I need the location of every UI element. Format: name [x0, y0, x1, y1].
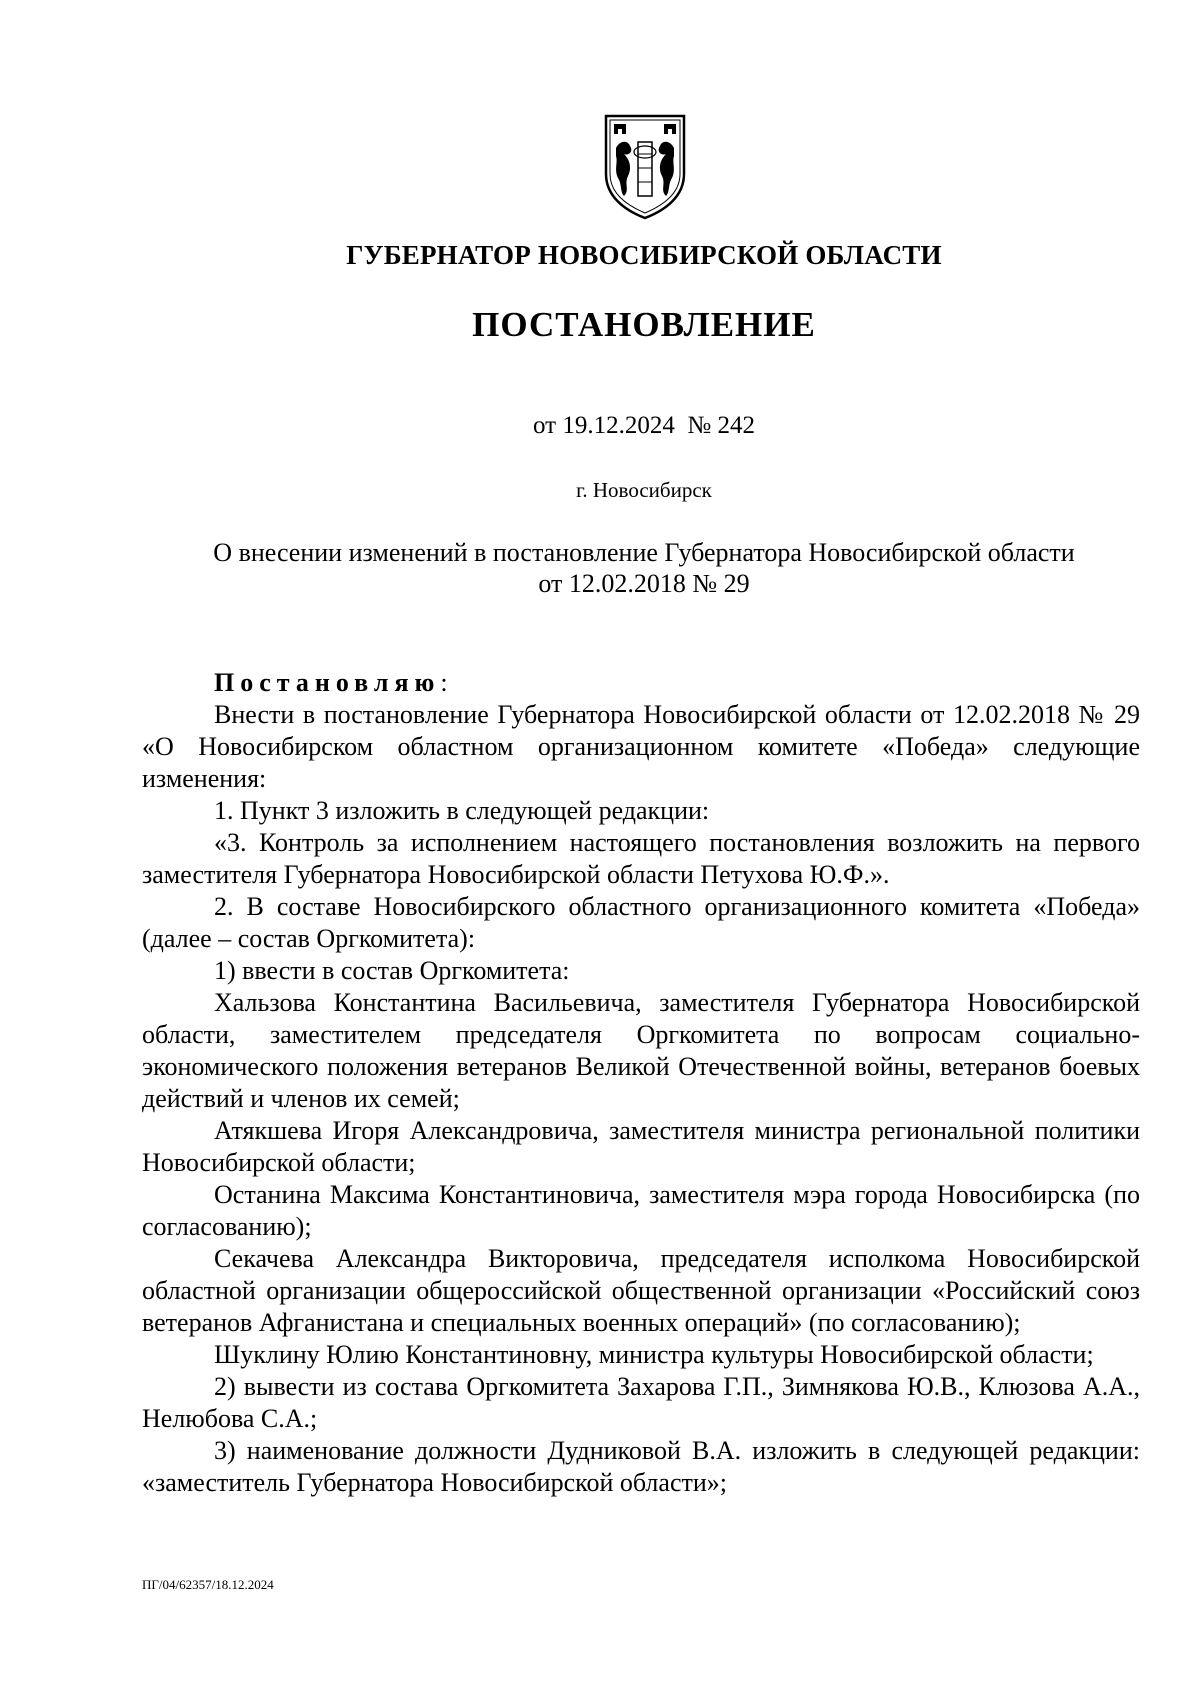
- resolve-colon: :: [440, 668, 448, 697]
- document-date-number: от 19.12.2024 № 242: [533, 412, 755, 439]
- document-city: г. Новосибирск: [576, 478, 712, 502]
- body-paragraph: «3. Контроль за исполнением настоящего постановления возложить на первого заместителя Губернатора Новосибирской области Петухова Ю.Ф.».: [142, 828, 1140, 889]
- subject-line-1: О внесении изменений в постановление Губернатора Новосибирской области: [213, 538, 1075, 567]
- issuing-authority: ГУБЕРНАТОР НОВОСИБИРСКОЙ ОБЛАСТИ: [346, 240, 942, 270]
- body-paragraph: Внести в постановление Губернатора Новосибирской области от 12.02.2018 № 29 «О Новосибирском областном организационном комитете «Победа» следующие изменения:: [142, 700, 1140, 793]
- resolve-word: Постановляю: [214, 668, 441, 697]
- subject-line-2: от 12.02.2018 № 29: [538, 569, 750, 598]
- document-type-title: ПОСТАНОВЛЕНИЕ: [472, 305, 816, 344]
- body-paragraph: 1. Пункт 3 изложить в следующей редакции:: [214, 796, 710, 825]
- body-paragraph: 3) наименование должности Дудниковой В.А. изложить в следующей редакции: «заместитель Губернатора Новосибирской области»;: [142, 1436, 1140, 1497]
- coat-of-arms-icon: [600, 112, 690, 220]
- document-subject: [0, 537, 1200, 599]
- body-paragraph: Шуклину Юлию Константиновну, министра культуры Новосибирской области;: [214, 1340, 1094, 1369]
- body-paragraph: Останина Максима Константиновича, заместителя мэра города Новосибирска (по согласованию);: [142, 1180, 1140, 1241]
- body-paragraph: Атякшева Игоря Александровича, заместителя министра региональной политики Новосибирской области;: [142, 1116, 1140, 1177]
- resolve-heading: [142, 667, 1140, 699]
- document-registration-code: ПГ/04/62357/18.12.2024: [142, 1577, 274, 1592]
- body-paragraph: Секачева Александра Викторовича, председателя исполкома Новосибирской областной организации общероссийской общественной организации «Российский союз ветеранов Афганистана и специальных военных операций» (по согласованию);: [142, 1244, 1140, 1337]
- body-paragraph: Хальзова Константина Васильевича, заместителя Губернатора Новосибирской области, заместителем председателя Оргкомитета по вопросам социально-экономического положения ветеранов Великой Отечественной войны, ветеранов боевых действий и членов их семей;: [142, 988, 1140, 1113]
- body-paragraph: 2. В составе Новосибирского областного организационного комитета «Победа» (далее – состав Оргкомитета):: [142, 892, 1140, 953]
- body-paragraph: 2) вывести из состава Оргкомитета Захарова Г.П., Зимнякова Ю.В., Клюзова А.А., Нелюбова С.А.;: [142, 1372, 1140, 1433]
- body-paragraph: 1) ввести в состав Оргкомитета:: [214, 956, 570, 985]
- document-body: [142, 667, 1140, 1499]
